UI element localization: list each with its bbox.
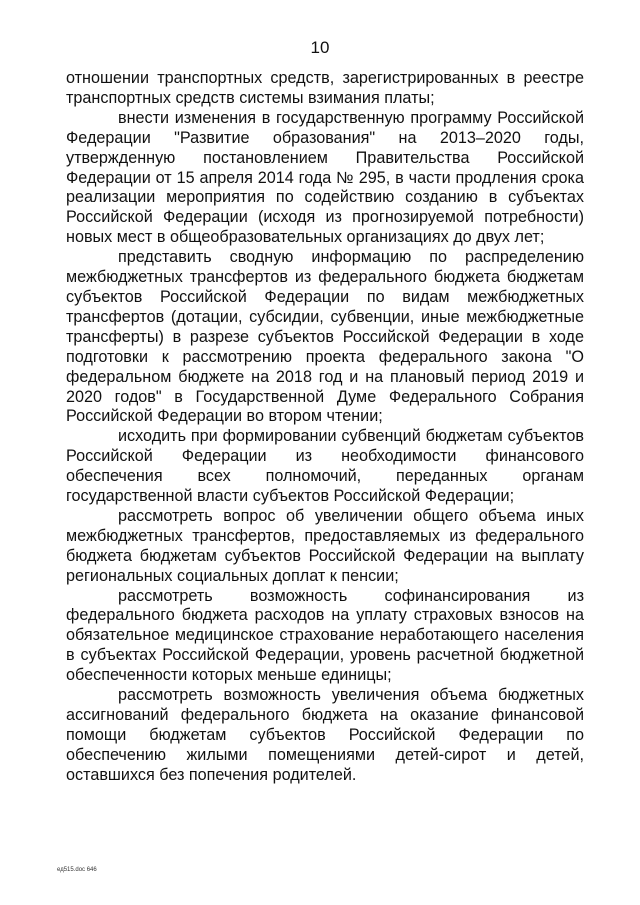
paragraph-pension-supplements: рассмотреть вопрос об увеличении общего объема иных межбюджетных трансфертов, предоставляемых из федерального бюджета бюджетам субъектов Российской Федерации на выплату региональных социальных доплат к пенсии; bbox=[66, 506, 584, 585]
paragraph-education-program: внести изменения в государственную программу Российской Федерации "Развитие образования" на 2013–2020 годы, утвержденную постановлением Правительства Российской Федерации от 15 апреля 2014 года № 295, в части продления срока реализации мероприятия по содействию созданию в субъектах Российской Федерации (исходя из прогнозируемой потребности) новых мест в общеобразовательных организациях до двух лет; bbox=[66, 108, 584, 247]
footer-file-reference: ед515.doc 646 bbox=[57, 867, 97, 873]
page-number: 10 bbox=[310, 38, 330, 57]
paragraph-continuation: отношении транспортных средств, зарегистрированных в реестре транспортных средств системы взимания платы; bbox=[66, 69, 584, 107]
paragraph-transfers-info: представить сводную информацию по распределению межбюджетных трансфертов из федерального бюджета бюджетам субъектов Российской Федерации по видам межбюджетных трансфертов (дотации, субсидии, субвенции, иные межбюджетные трансферты) в разрезе субъектов Российской Федерации в ходе подготовки к рассмотрению проекта федерального закона "О федеральном бюджете на 2018 год и на плановый период 2019 и 2020 годов" в Государственной Думе Федерального Собрания Российской Федерации во втором чтении; bbox=[66, 248, 584, 426]
document-body bbox=[66, 69, 584, 786]
paragraph-medical-insurance: рассмотреть возможность софинансирования из федерального бюджета расходов на уплату страховых взносов на обязательное медицинское страхование неработающего населения в субъектах Российской Федерации, уровень расчетной бюджетной обеспеченности которых меньше единицы; bbox=[66, 586, 584, 685]
paragraph-subventions: исходить при формировании субвенций бюджетам субъектов Российской Федерации из необходимости финансового обеспечения всех полномочий, переданных органам государственной власти субъектов Российской Федерации; bbox=[66, 427, 584, 506]
paragraph-orphan-housing: рассмотреть возможность увеличения объема бюджетных ассигнований федерального бюджета на оказание финансовой помощи бюджетам субъектов Российской Федерации по обеспечению жилыми помещениями детей-сирот и детей, оставшихся без попечения родителей. bbox=[66, 686, 584, 784]
